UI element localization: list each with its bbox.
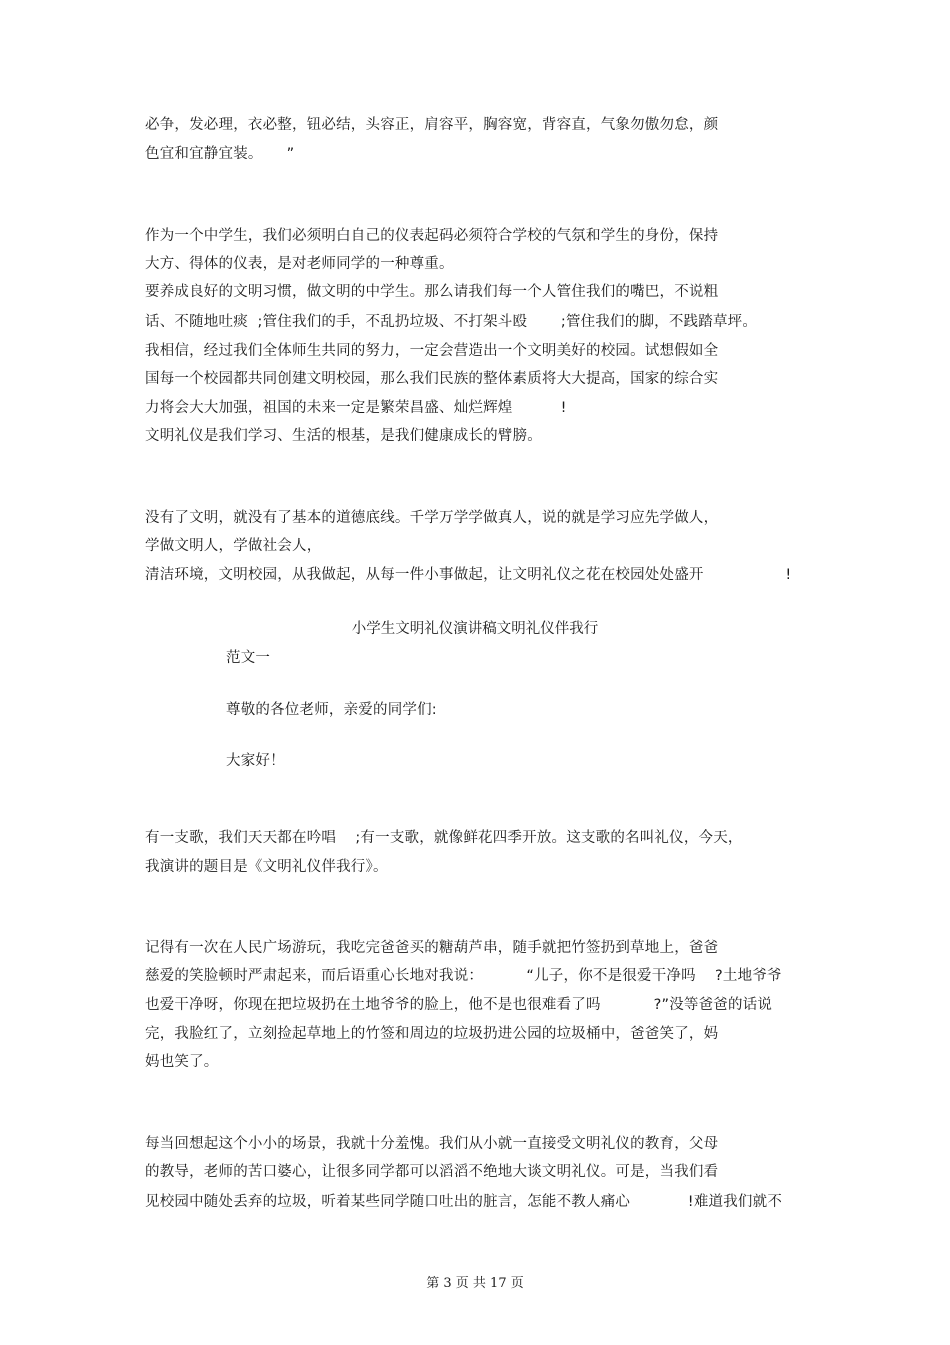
paragraph-line: 见校园中随处丢弃的垃圾，听着某些同学随口吐出的脏言，怎能不教人痛心 !难道我们就不 xyxy=(145,1194,783,1210)
paragraph-line: 色宜和宜静宜装。 ” xyxy=(145,146,295,162)
paragraph-line: 有一支歌，我们天天都在吟唱 ;有一支歌，就像鲜花四季开放。这支歌的名叫礼仪，今天， xyxy=(145,830,743,846)
paragraph-line: 慈爱的笑脸顿时严肃起来，而后语重心长地对我说： “儿子，你不是很爱干净吗 ?土地爷爷 xyxy=(145,968,782,984)
paragraph-line: 要养成良好的文明习惯，做文明的中学生。那么请我们每一个人管住我们的嘴巴，不说粗 xyxy=(145,284,719,300)
paragraph-line: 完，我脸红了，立刻捡起草地上的竹签和周边的垃圾扔进公园的垃圾桶中，爸爸笑了，妈 xyxy=(145,1026,719,1042)
paragraph-line: 没有了文明，就没有了基本的道德底线。千学万学学做真人，说的就是学习应先学做人， xyxy=(145,510,719,526)
paragraph-line: 文明礼仪是我们学习、生活的根基，是我们健康成长的臂膀。 xyxy=(145,428,542,444)
paragraph-line: 也爱干净呀，你现在把垃圾扔在土地爷爷的脸上，他不是也很难看了吗 ?”没等爸爸的话说 xyxy=(145,997,773,1013)
paragraph-line: 的教导，老师的苦口婆心，让很多同学都可以滔滔不绝地大谈文明礼仪。可是，当我们看 xyxy=(145,1164,719,1180)
paragraph-line: 必争，发必理，衣必整，钮必结，头容正，肩容平，胸容宽，背容直，气象勿傲勿怠，颜 xyxy=(145,117,719,133)
speech-title: 小学生文明礼仪演讲稿文明礼仪伴我行 xyxy=(351,621,599,637)
sample-label: 范文一 xyxy=(226,650,271,666)
paragraph-line: 话、不随地吐痰 ;管住我们的手，不乱扔垃圾、不打架斗殴 ;管住我们的脚，不践踏草坪。 xyxy=(145,314,758,330)
greeting: 尊敬的各位老师，亲爱的同学们: xyxy=(226,702,437,718)
hello: 大家好！ xyxy=(226,753,285,769)
paragraph-line: 大方、得体的仪表，是对老师同学的一种尊重。 xyxy=(145,256,454,272)
paragraph-line: 力将会大大加强，祖国的未来一定是繁荣昌盛、灿烂辉煌 ! xyxy=(145,400,567,416)
paragraph-line: 学做文明人，学做社会人， xyxy=(145,538,322,554)
paragraph-line: 记得有一次在人民广场游玩，我吃完爸爸买的糖葫芦串，随手就把竹签扔到草地上，爸爸 xyxy=(145,940,719,956)
paragraph-line: 妈也笑了。 xyxy=(145,1054,219,1070)
paragraph-line: 国每一个校园都共同创建文明校园，那么我们民族的整体素质将大大提高，国家的综合实 xyxy=(145,371,719,387)
page-footer: 第 3 页 共 17 页 xyxy=(426,1276,524,1291)
paragraph-line: 作为一个中学生，我们必须明白自己的仪表起码必须符合学校的气氛和学生的身份，保持 xyxy=(145,228,719,244)
paragraph-line: 我相信，经过我们全体师生共同的努力，一定会营造出一个文明美好的校园。试想假如全 xyxy=(145,343,719,359)
paragraph-line: 每当回想起这个小小的场景，我就十分羞愧。我们从小就一直接受文明礼仪的教育，父母 xyxy=(145,1136,719,1152)
paragraph-line: 我演讲的题目是《文明礼仪伴我行》。 xyxy=(145,859,388,875)
paragraph-line: 清洁环境，文明校园，从我做起，从每一件小事做起，让文明礼仪之花在校园处处盛开 ! xyxy=(145,567,792,583)
